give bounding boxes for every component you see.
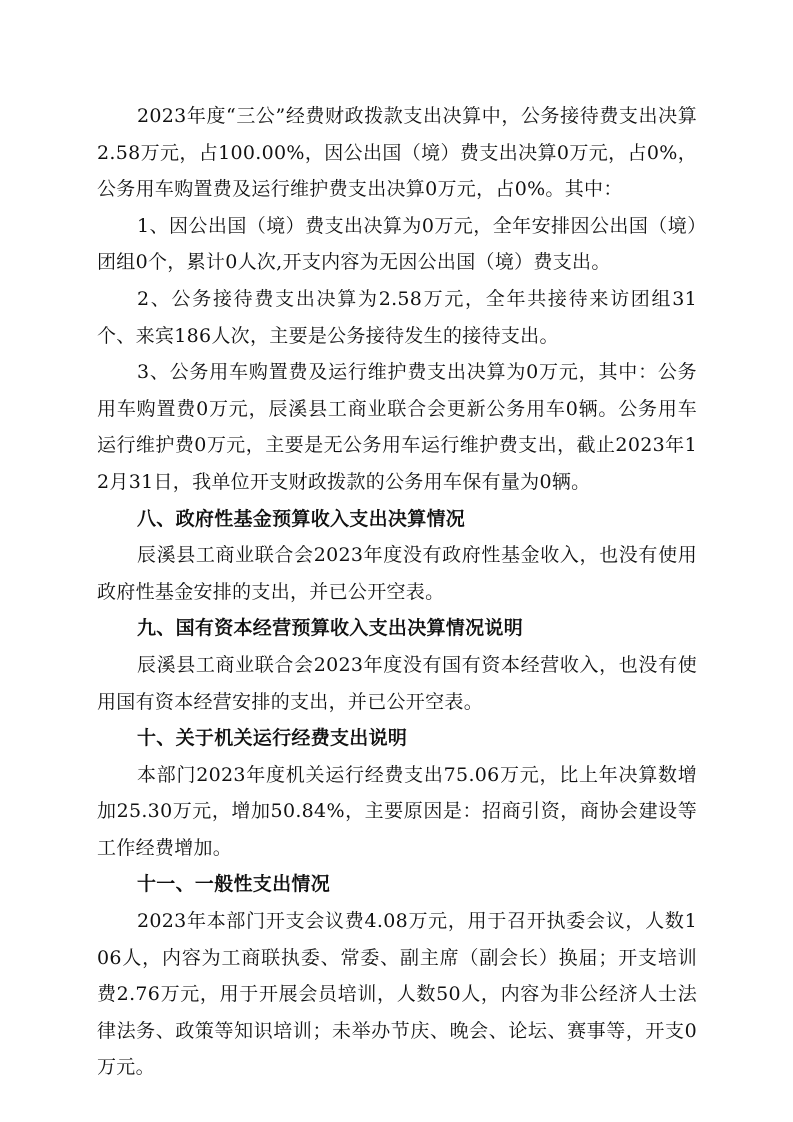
document-body	[97, 98, 697, 1086]
vehicle-expense-paragraph: 3、公务用车购置费及运行维护费支出决算为0万元，其中：公务用车购置费0万元，辰溪县工商业联合会更新公务用车0辆。公务用车运行维护费0万元，主要是无公务用车运行维护费支出，截止2023年12月31日，我单位开支财政拨款的公务用车保有量为0辆。	[97, 361, 697, 493]
section-body-operating-expense: 本部门2023年度机关运行经费支出75.06万元，比上年决算数增加25.30万元，增加50.84%，主要原因是：招商引资，商协会建设等工作经费增加。	[97, 763, 697, 859]
section-heading-government-fund: 八、政府性基金预算收入支出决算情况	[137, 507, 466, 530]
overseas-travel-paragraph: 1、因公出国（境）费支出决算为0万元，全年安排因公出国（境）团组0个，累计0人次,开支内容为无因公出国（境）费支出。	[97, 214, 697, 274]
three-public-summary-paragraph: 2023年度“三公”经费财政拨款支出决算中，公务接待费支出决算2.58万元，占100.00%，因公出国（境）费支出决算0万元，占0%，公务用车购置费及运行维护费支出决算0万元，占0%。其中：	[97, 105, 697, 201]
section-heading-general-expense: 十一、一般性支出情况	[137, 873, 331, 896]
reception-expense-paragraph: 2、公务接待费支出决算为2.58万元，全年共接待来访团组31个、来宾186人次，主要是公务接待发生的接待支出。	[97, 287, 697, 347]
section-heading-operating-expense: 十、关于机关运行经费支出说明	[137, 727, 408, 750]
section-body-government-fund: 辰溪县工商业联合会2023年度没有政府性基金收入，也没有使用政府性基金安排的支出，并已公开空表。	[97, 544, 697, 603]
section-body-state-capital: 辰溪县工商业联合会2023年度没有国有资本经营收入，也没有使用国有资本经营安排的支出，并已公开空表。	[97, 653, 697, 713]
section-heading-state-capital: 九、国有资本经营预算收入支出决算情况说明	[137, 617, 524, 640]
section-body-general-expense: 2023年本部门开支会议费4.08万元，用于召开执委会议，人数106人，内容为工商联执委、常委、副主席（副会长）换届；开支培训费2.76万元，用于开展会员培训，人数50人，内容为非公经济人士法律法务、政策等知识培训；未举办节庆、晚会、论坛、赛事等，开支0万元。	[97, 910, 697, 1079]
